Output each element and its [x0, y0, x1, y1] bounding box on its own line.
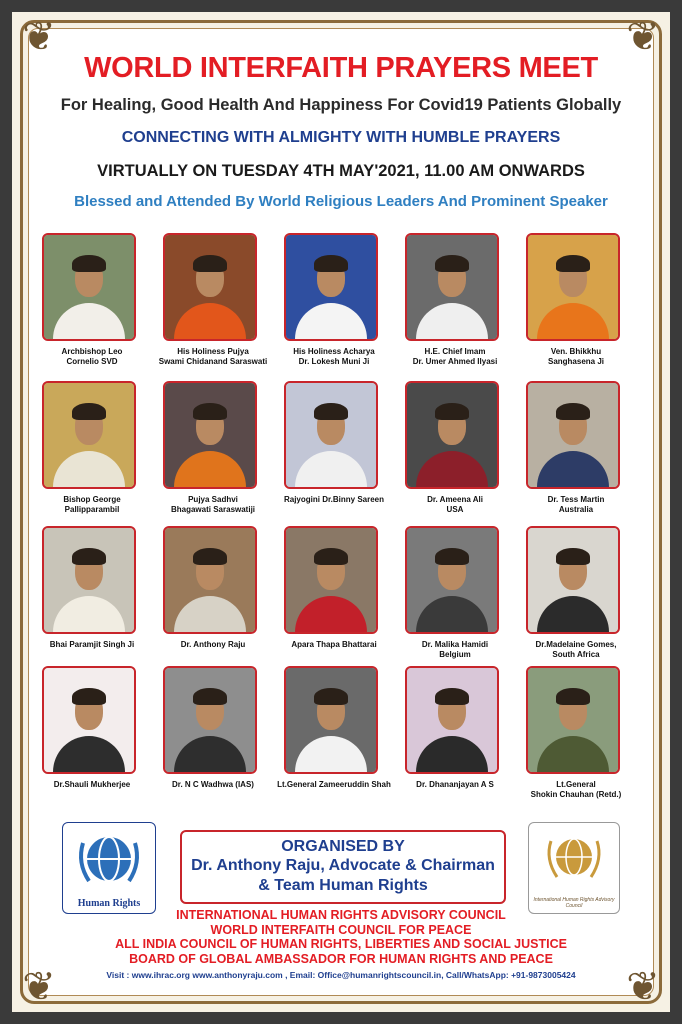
- speaker-name-line-2: Cornelio SVD: [66, 357, 118, 366]
- speaker-photo: [163, 666, 257, 774]
- council-name: ALL INDIA COUNCIL OF HUMAN RIGHTS, LIBERTIES AND SOCIAL JUSTICE: [115, 937, 567, 951]
- speaker-name-line-2: Swami Chidanand Saraswati: [158, 357, 268, 366]
- contact-footer: Visit : www.ihrac.org www.anthonyraju.com , Email: Office@humanrightscouncil.in, Call/WhatsApp: +91-9873005424: [106, 970, 576, 980]
- speaker-name-line-1: Apara Thapa Bhattarai: [291, 640, 377, 649]
- speaker-name-line-1: Dr.Shauli Mukherjee: [53, 780, 131, 789]
- speaker-caption: [391, 640, 519, 660]
- speaker-name-line-2: South Africa: [552, 650, 600, 659]
- speaker-photo: [526, 233, 620, 341]
- councils-list: [0, 908, 682, 966]
- organiser-title: ORGANISED BY: [281, 838, 405, 855]
- speaker-name-line-1: Dr. Dhananjayan A S: [416, 780, 494, 789]
- council-name: WORLD INTERFAITH COUNCIL FOR PEACE: [210, 922, 472, 937]
- speaker-name-line-1: Dr.Madelaine Gomes,: [535, 640, 617, 649]
- speaker-photo: [42, 526, 136, 634]
- speaker-photo: [42, 381, 136, 489]
- speaker-caption: [512, 640, 640, 660]
- speaker-name-line-1: Dr. Malika Hamidi: [421, 640, 489, 649]
- speaker-caption: [270, 780, 398, 790]
- speaker-name-line-2: Dr. Lokesh Muni Ji: [298, 357, 370, 366]
- speaker-photo: [526, 666, 620, 774]
- corner-ornament-icon: ❦: [22, 964, 56, 1010]
- speaker-photo: [284, 233, 378, 341]
- event-subtitle: For Healing, Good Health And Happiness For Covid19 Patients Globally: [60, 96, 622, 114]
- speaker-name-line-1: Archbishop Leo: [61, 347, 123, 356]
- speaker-name-line-1: His Holiness Pujya: [177, 347, 249, 356]
- speaker-name-line-2: Shokin Chauhan (Retd.): [530, 790, 622, 799]
- speaker-caption: [28, 347, 156, 367]
- council-name: BOARD OF GLOBAL AMBASSADOR FOR HUMAN RIGHTS AND PEACE: [129, 951, 553, 966]
- speaker-name-line-1: Lt.General Zameeruddin Shah: [277, 780, 391, 789]
- speaker-caption: [28, 495, 156, 515]
- left-logo-label: Human Rights: [77, 898, 141, 909]
- speaker-photo: [284, 381, 378, 489]
- organiser-line-2: & Team Human Rights: [258, 877, 428, 894]
- speaker-photo: [526, 381, 620, 489]
- corner-ornament-icon: ❦: [626, 14, 660, 60]
- speaker-caption: [512, 347, 640, 367]
- speaker-name-line-1: Bishop George: [63, 495, 121, 504]
- speaker-photo: [163, 233, 257, 341]
- speaker-name-line-1: His Holiness Acharya: [293, 347, 375, 356]
- speaker-caption: [512, 780, 640, 800]
- speaker-name-line-1: H.E. Chief Imam: [424, 347, 486, 356]
- speaker-photo: [405, 666, 499, 774]
- speaker-name-line-2: USA: [446, 505, 464, 514]
- event-date: VIRTUALLY ON TUESDAY 4TH MAY'2021, 11.00 AM ONWARDS: [97, 162, 585, 180]
- speaker-caption: [149, 347, 277, 367]
- speaker-photo: [405, 233, 499, 341]
- speaker-name-line-1: Pujya Sadhvi: [188, 495, 238, 504]
- speaker-name-line-2: Australia: [558, 505, 594, 514]
- council-name: INTERNATIONAL HUMAN RIGHTS ADVISORY COUNCIL: [176, 908, 506, 922]
- speaker-caption: [149, 780, 277, 790]
- gold-globe-icon: [529, 823, 619, 893]
- speaker-name-line-1: Ven. Bhikkhu: [550, 347, 602, 356]
- speaker-photo: [163, 526, 257, 634]
- speaker-name-line-2: Sanghasena Ji: [547, 357, 605, 366]
- corner-ornament-icon: ❦: [626, 964, 660, 1010]
- organiser-box: [180, 830, 506, 904]
- speaker-caption: [512, 495, 640, 515]
- speaker-name-line-1: Bhai Paramjit Singh Ji: [49, 640, 135, 649]
- speaker-photo: [526, 526, 620, 634]
- human-rights-logo: [62, 822, 156, 914]
- speaker-photo: [42, 666, 136, 774]
- speaker-photo: [405, 381, 499, 489]
- event-tagline: CONNECTING WITH ALMIGHTY WITH HUMBLE PRAYERS: [121, 129, 561, 146]
- speaker-caption: [391, 347, 519, 367]
- speaker-name-line-1: Dr. Anthony Raju: [180, 640, 246, 649]
- speaker-name-line-1: Dr. N C Wadhwa (IAS): [172, 780, 254, 789]
- speaker-name-line-1: Dr. Ameena Ali: [427, 495, 483, 504]
- speaker-name-line-2: Bhagawati Saraswatiji: [170, 505, 256, 514]
- speaker-photo: [405, 526, 499, 634]
- organiser-line-1: Dr. Anthony Raju, Advocate & Chairman: [191, 857, 495, 874]
- speaker-caption: [149, 640, 277, 650]
- speaker-caption: [270, 347, 398, 367]
- speaker-caption: [391, 495, 519, 515]
- speaker-caption: [28, 780, 156, 790]
- speaker-caption: [270, 495, 398, 505]
- speaker-photo: [163, 381, 257, 489]
- speaker-photo: [42, 233, 136, 341]
- right-logo-label: International Human Rights Advisory Council: [533, 897, 615, 909]
- speaker-name-line-2: Pallipparambil: [64, 505, 120, 514]
- event-title: WORLD INTERFAITH PRAYERS MEET: [84, 52, 598, 84]
- speaker-name-line-1: Rajyogini Dr.Binny Sareen: [283, 495, 385, 504]
- speaker-name-line-2: Belgium: [439, 650, 471, 659]
- speaker-name-line-1: Lt.General: [556, 780, 596, 789]
- speaker-photo: [284, 526, 378, 634]
- speaker-caption: [270, 640, 398, 650]
- event-attendance: Blessed and Attended By World Religious Leaders And Prominent Speaker: [74, 193, 608, 210]
- speaker-caption: [391, 780, 519, 790]
- corner-ornament-icon: ❦: [22, 14, 56, 60]
- speaker-photo: [284, 666, 378, 774]
- speaker-caption: [28, 640, 156, 650]
- advisory-council-logo: [528, 822, 620, 914]
- speaker-caption: [149, 495, 277, 515]
- globe-hands-icon: [63, 823, 155, 893]
- speaker-name-line-2: Dr. Umer Ahmed Ilyasi: [412, 357, 498, 366]
- speaker-name-line-1: Dr. Tess Martin: [547, 495, 605, 504]
